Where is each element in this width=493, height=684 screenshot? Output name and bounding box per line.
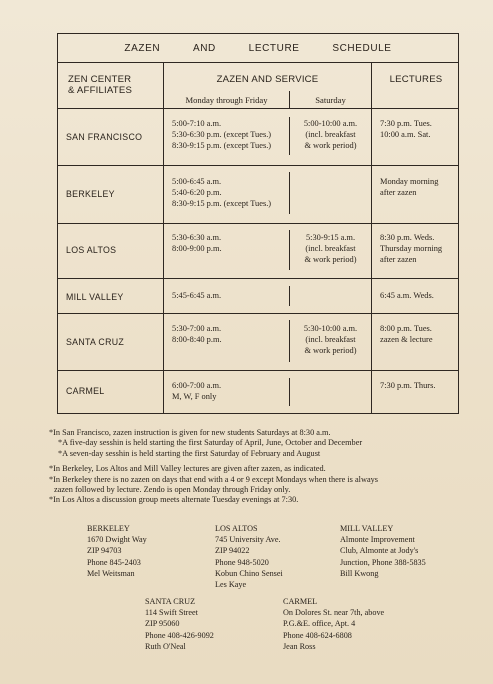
weekday-times: 5:30-7:00 a.m. 8:00-8:40 p.m. bbox=[172, 324, 222, 344]
weekday-times: 6:00-7:00 a.m. M, W, F only bbox=[172, 381, 222, 401]
note-line: *In Berkeley there is no zazen on days that end with a 4 or 9 except Mondays when there is always bbox=[49, 474, 379, 484]
rule bbox=[58, 223, 458, 224]
weekday-times: 5:45-6:45 a.m. bbox=[172, 291, 222, 300]
note-line: *A seven-day sesshin is held starting the first Saturday of February and August bbox=[58, 448, 321, 458]
header-saturday: Saturday bbox=[315, 95, 346, 105]
address-mill-valley: MILL VALLEY Almonte Improvement Club, Almonte at Jody's Junction, Phone 388-5835 Bill Kwong bbox=[340, 524, 426, 578]
rule bbox=[58, 165, 458, 166]
note-line: *In Los Altos a discussion group meets alternate Tuesday evenings at 7:30. bbox=[49, 495, 299, 505]
title-word: ZAZEN bbox=[124, 42, 161, 54]
lecture-times: 7:30 p.m. Tues. 10:00 a.m. Sat. bbox=[380, 119, 432, 139]
saturday-times: 5:30-9:15 a.m. (incl. breakfast & work period) bbox=[304, 233, 357, 264]
lecture-times: 7:30 p.m. Thurs. bbox=[380, 381, 436, 390]
column-rule bbox=[289, 286, 290, 306]
schedule-notes bbox=[49, 428, 469, 506]
rule bbox=[58, 62, 458, 63]
header-lectures: LECTURES bbox=[389, 74, 443, 85]
weekday-times: 5:00-6:45 a.m. 5:40-6:20 p.m. 8:30-9:15 p.m. (except Tues.) bbox=[172, 177, 272, 208]
note-line: *In San Francisco, zazen instruction is given for new students Saturdays at 8:30 a.m. bbox=[49, 428, 331, 437]
title-word: SCHEDULE bbox=[332, 42, 392, 54]
center-name: SAN FRANCISCO bbox=[66, 132, 143, 142]
center-name: CARMEL bbox=[66, 386, 105, 396]
address-berkeley: BERKELEY 1670 Dwight Way ZIP 94703 Phone 845-2403 Mel Weitsman bbox=[87, 524, 147, 578]
header-weekday: Monday through Friday bbox=[185, 95, 268, 105]
lecture-times: 8:30 p.m. Weds. Thursday morning after zazen bbox=[380, 233, 443, 264]
rule bbox=[58, 313, 458, 314]
rule bbox=[58, 370, 458, 371]
note-line: *A five-day sesshin is held starting the first Saturday of April, June, October and December bbox=[58, 438, 363, 448]
title-word: LECTURE bbox=[248, 42, 300, 54]
saturday-times: 5:00-10:00 a.m. (incl. breakfast & work period) bbox=[303, 119, 358, 150]
note-line: *In Berkeley, Los Altos and Mill Valley lectures are given after zazen, as indicated. bbox=[49, 464, 326, 474]
lecture-times: 8:00 p.m. Tues. zazen & lecture bbox=[380, 324, 433, 344]
address-santa-cruz: SANTA CRUZ 114 Swift Street ZIP 95060 Phone 408-426-9092 Ruth O'Neal bbox=[145, 597, 214, 651]
column-rule bbox=[163, 62, 164, 413]
lecture-times: 6:45 a.m. Weds. bbox=[380, 291, 434, 300]
schedule-table bbox=[57, 33, 459, 414]
weekday-times: 5:30-6:30 a.m. 8:00-9:00 p.m. bbox=[172, 233, 222, 253]
schedule-title bbox=[58, 34, 458, 62]
title-word: AND bbox=[192, 42, 216, 54]
lecture-times: Monday morning after zazen bbox=[380, 177, 439, 197]
center-name: MILL VALLEY bbox=[66, 292, 124, 302]
column-rule bbox=[289, 378, 290, 406]
rule bbox=[58, 108, 458, 109]
column-rule bbox=[371, 62, 372, 413]
center-name: SANTA CRUZ bbox=[66, 337, 125, 347]
saturday-times: 5:30-10:00 a.m. (incl. breakfast & work period) bbox=[303, 324, 358, 355]
weekday-times: 5:00-7:10 a.m. 5:30-6:30 p.m. (except Tues.) 8:30-9:15 p.m. (except Tues.) bbox=[172, 119, 272, 150]
address-los-altos: LOS ALTOS 745 University Ave. ZIP 94022 Phone 948-5020 Kobun Chino Sensei Les Kaye bbox=[215, 524, 283, 590]
header-zazen: ZAZEN AND SERVICE bbox=[216, 74, 319, 85]
address-carmel: CARMEL On Dolores St. near 7th, above P.G.&E. office, Apt. 4 Phone 408-624-6808 Jean Ross bbox=[283, 597, 385, 651]
rule bbox=[58, 278, 458, 279]
center-name: BERKELEY bbox=[66, 189, 115, 199]
center-name: LOS ALTOS bbox=[66, 245, 117, 255]
header-centers: ZEN CENTER & AFFILIATES bbox=[68, 74, 133, 96]
note-line: zazen followed by lecture. Zendo is open Monday through Friday only. bbox=[54, 485, 291, 495]
column-rule bbox=[289, 172, 290, 214]
